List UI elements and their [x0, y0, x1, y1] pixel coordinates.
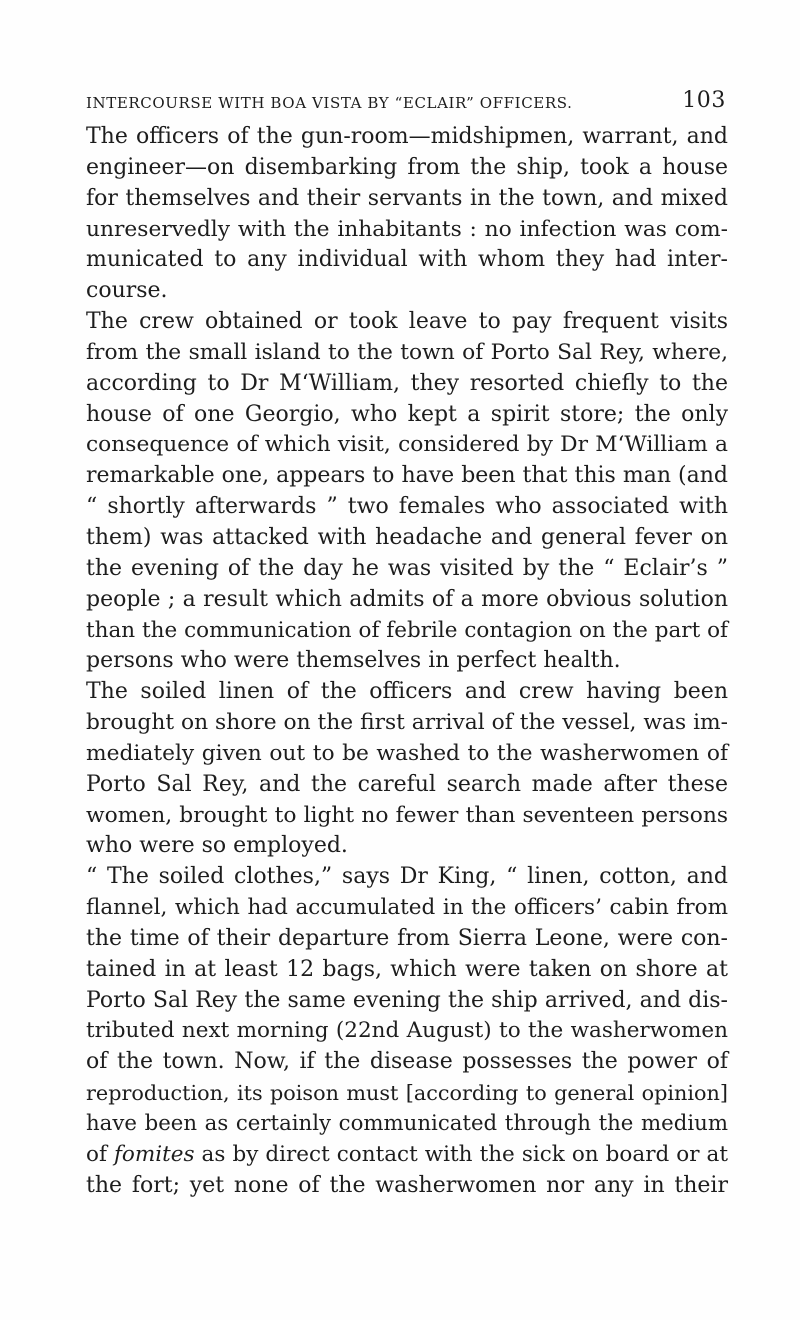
text-line: unreservedly with the inhabitants : no infection was com-: [86, 216, 728, 242]
text-line: who were so employed.: [86, 833, 348, 859]
text-line: have been as certainly communicated through the medium: [86, 1111, 728, 1136]
text-line: mediately given out to be washed to the washerwomen of: [86, 740, 728, 766]
text-line: The officers of the gun-room—midshipmen, warrant, and: [86, 124, 728, 149]
text-line: according to Dr M‘William, they resorted chiefly to the: [86, 370, 728, 396]
text-line: The soiled linen of the officers and crew having been: [86, 679, 728, 705]
text-line: flannel, which had accumulated in the officers’ cabin from: [86, 895, 728, 921]
text-line: tained in at least 12 bags, which were taken on shore at: [86, 956, 728, 982]
text-line: remarkable one, appears to have been that this man (and: [86, 463, 728, 489]
text-line: Porto Sal Rey, and the careful search made after these: [86, 771, 728, 797]
text-line: brought on shore on the first arrival of the vessel, was im-: [86, 710, 728, 736]
text-line: The crew obtained or took leave to pay frequent visits: [86, 309, 728, 335]
text-line: municated to any individual with whom they had inter-: [86, 247, 728, 273]
text-line: of the town. Now, if the disease possesses the power of: [86, 1049, 728, 1075]
text-line: persons who were themselves in perfect health.: [86, 648, 621, 674]
text-line: the time of their departure from Sierra Leone, were con-: [86, 925, 728, 951]
text-line: people ; a result which admits of a more obvious solution: [86, 586, 728, 612]
running-head: [86, 88, 726, 118]
text-line: consequence of which visit, considered by Dr M‘William a: [86, 432, 728, 458]
running-head-title: INTERCOURSE WITH BOA VISTA BY “ECLAIR” OFFICERS.: [86, 94, 573, 112]
text-line: Porto Sal Rey the same evening the ship arrived, and dis-: [86, 987, 728, 1013]
text-line: the fort; yet none of the washerwomen nor any in their: [86, 1172, 728, 1198]
italic-term: fomites: [113, 1141, 195, 1167]
text-line: of fomites as by direct contact with the sick on board or at: [86, 1141, 728, 1167]
text-line: than the communication of febrile contagion on the part of: [86, 617, 728, 643]
text-line: for themselves and their servants in the town, and mixed: [86, 185, 728, 211]
text-line: the evening of the day he was visited by the “ Eclair’s ”: [86, 555, 728, 581]
body-text: [86, 122, 728, 1202]
text-line: women, brought to light no fewer than seventeen persons: [86, 802, 728, 828]
text-line: from the small island to the town of Porto Sal Rey, where,: [86, 339, 728, 365]
text-line: them) was attacked with headache and general fever on: [86, 524, 728, 550]
text-line: “ shortly afterwards ” two females who associated with: [86, 494, 728, 520]
text-line: engineer—on disembarking from the ship, took a house: [86, 154, 728, 180]
text-line: tributed next morning (22nd August) to the washerwomen: [86, 1018, 728, 1044]
text-line: course.: [86, 278, 168, 304]
text-line: reproduction, its poison must [according to general opinion]: [86, 1081, 728, 1106]
text-line: house of one Georgio, who kept a spirit store; the only: [86, 401, 728, 427]
text-line: “ The soiled clothes,” says Dr King, “ linen, cotton, and: [86, 864, 728, 890]
page-number: 103: [682, 88, 726, 113]
